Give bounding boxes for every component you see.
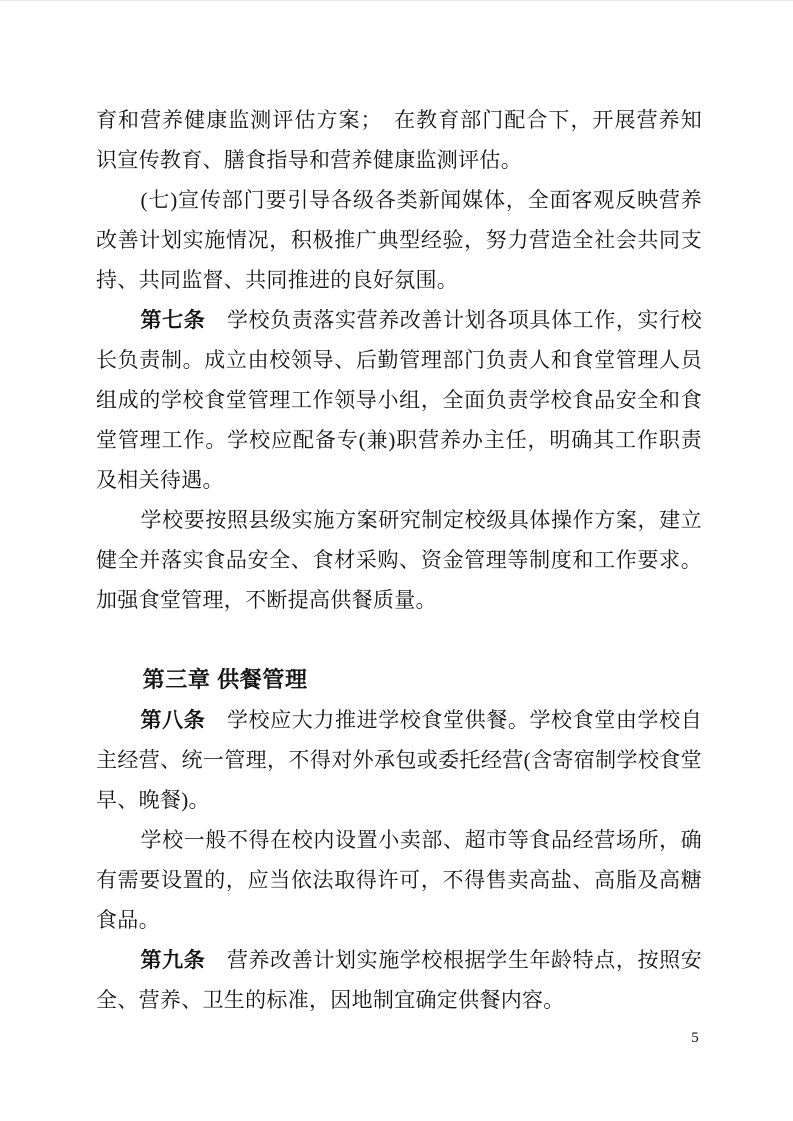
- paragraph-text: 学校应大力推进学校食堂供餐。学校食堂由学校自主经营、统一管理，不得对外承包或委托经营(含寄宿制学校食堂早、晚餐)。: [96, 708, 702, 812]
- paragraph: [96, 500, 702, 620]
- paragraph-text: (七)宣传部门要引导各级各类新闻媒体，全面客观反映营养改善计划实施情况，积极推广典型经验，努力营造全社会共同支持、共同监督、共同推进的良好氛围。: [96, 188, 702, 292]
- paragraph: [96, 700, 702, 820]
- page-number: 5: [691, 1030, 699, 1046]
- page-top-edge: [0, 0, 793, 1]
- paragraph: [96, 940, 702, 1020]
- paragraph-text: 营养改善计划实施学校根据学生年龄特点，按照安全、营养、卫生的标准，因地制宜确定供餐内容。: [96, 948, 702, 1012]
- article-number-label: 第七条: [140, 308, 206, 332]
- paragraph: [96, 300, 702, 500]
- chapter-heading: [96, 660, 702, 700]
- chapter-heading-text: 第三章 供餐管理: [142, 667, 308, 692]
- document-body: [96, 100, 702, 1020]
- paragraph: [96, 180, 702, 300]
- paragraph-text: 学校要按照县级实施方案研究制定校级具体操作方案，建立健全并落实食品安全、食材采购、资金管理等制度和工作要求。加强食堂管理，不断提高供餐质量。: [96, 508, 702, 612]
- article-number-label: 第九条: [140, 948, 206, 972]
- paragraph-text: 学校一般不得在校内设置小卖部、超市等食品经营场所，确有需要设置的，应当依法取得许可，不得售卖高盐、高脂及高糖食品。: [96, 828, 702, 932]
- paragraph: [96, 820, 702, 940]
- paragraph-text: 学校负责落实营养改善计划各项具体工作，实行校长负责制。成立由校领导、后勤管理部门负责人和食堂管理人员组成的学校食堂管理工作领导小组，全面负责学校食品安全和食堂管理工作。学校应配备专(兼)职营养办主任，明确其工作职责及相关待遇。: [96, 308, 702, 492]
- paragraph-text: 育和营养健康监测评估方案； 在教育部门配合下，开展营养知识宣传教育、膳食指导和营养健康监测评估。: [96, 108, 702, 172]
- paragraph: [96, 100, 702, 180]
- article-number-label: 第八条: [140, 708, 206, 732]
